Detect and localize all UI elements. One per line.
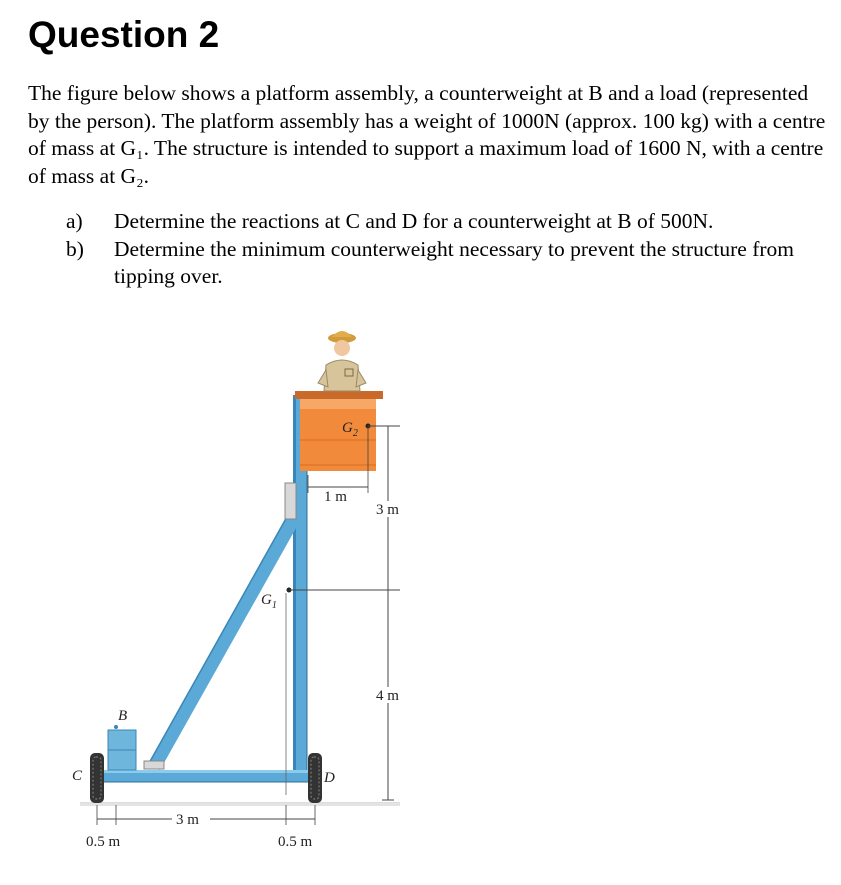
question-text: Determine the minimum counterweight necessary to prevent the structure from tipping over. [114,236,795,288]
dim-4m-vertical: 4 m [376,688,399,704]
dim-3m-horizontal: 3 m [176,812,199,828]
question-text: Determine the reactions at C and D for a counterweight at B of 500N. [114,209,714,233]
wheel-c [90,753,104,803]
question-marker: b) [66,236,84,261]
page-title: Question 2 [28,14,220,55]
ground [80,803,400,806]
dim-0-5m-left: 0.5 m [86,834,121,850]
wheel-d [308,753,322,803]
counterweight-b [108,725,136,770]
base-beam [104,770,310,782]
d-label: D [324,770,335,786]
question-list [66,208,836,291]
question-item-b [66,236,836,291]
b-label: B [118,708,128,724]
diagonal-brace [144,483,300,770]
g2-label: $G_2$ [342,420,358,439]
platform-figure [60,325,420,870]
dim-1m: 1 m [324,489,347,505]
question-item-a [66,208,836,236]
dim-3m-vertical: 3 m [376,502,399,518]
dim-0-5m-right: 0.5 m [278,834,313,850]
vertical-dimensions [374,426,404,800]
c-label: C [72,768,83,784]
bottom-dimensions [86,805,315,850]
g1-label: $G_1$ [261,592,277,611]
person-load [318,331,366,391]
question-marker: a) [66,209,83,233]
intro-paragraph: The figure below shows a platform assembly, a counterweight at B and a load (represented by the person). The platform assembly has a weight of 1000N (approx. 100 kg) with a centre of mass at G₁. The structure is intended to support a maximum load of 1600 N, with a centre of mass at G₂. [28,81,826,188]
bucket-platform [295,391,383,471]
